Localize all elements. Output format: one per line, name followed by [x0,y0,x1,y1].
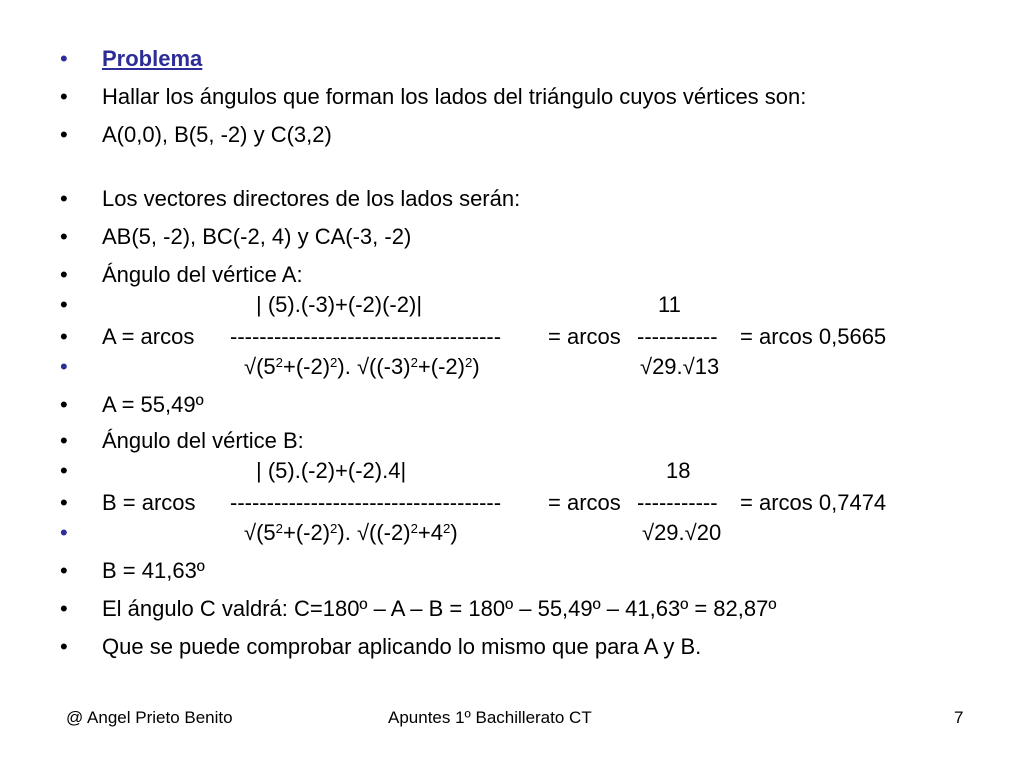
slide-title: Problema [102,46,203,71]
bullet-marker: • [60,292,68,317]
angle-b-denominator: $√(5^2+(-2)^2)$. $√((-2)^2+4^2)$ [244,520,458,545]
bullet-item-angle-a-heading [0,260,1024,290]
bullet-item-statement [0,82,1024,112]
angle-a-denominator-value: √29.√13 [640,354,720,379]
angle-a-result-expr: = arcos 0,5665 [740,324,887,349]
footer-page-number: 7 [954,708,964,727]
bullet-marker: • [60,46,68,71]
bullet-item-angle-b-denominator [0,518,1024,548]
angle-a-heading: Ángulo del vértice A: [102,262,303,287]
angle-b-fraction-bar: ------------------------------------- [230,490,502,515]
bullet-marker: • [60,224,68,249]
bullet-marker: • [60,392,68,417]
bullet-item-directors-intro [0,184,1024,214]
angle-a-result: A = 55,49º [102,392,204,417]
bullet-marker: • [60,596,68,621]
bullet-item-conclusion [0,632,1024,662]
angle-b-heading: Ángulo del vértice B: [102,428,304,453]
angle-a-equals-arcos: = arcos [548,324,621,349]
angle-b-result-expr: = arcos 0,7474 [740,490,887,515]
angle-a-numerator: | (5).(-3)+(-2)(-2)| [256,292,423,317]
angle-b-numerator: | (5).(-2)+(-2).4| [256,458,407,483]
footer-author: @ Angel Prieto Benito [66,708,233,727]
vertices-text: A(0,0), B(5, -2) y C(3,2) [102,122,332,147]
bullet-item-angle-b-heading [0,426,1024,456]
bullet-marker: • [60,324,68,349]
angle-b-formula-left: B = arcos [102,490,196,515]
bullet-marker: • [60,186,68,211]
bullet-marker: • [60,428,68,453]
conclusion-text: Que se puede comprobar aplicando lo mismo que para A y B. [102,634,702,659]
bullet-marker: • [60,634,68,659]
bullet-item-angle-b-result [0,556,1024,586]
bullet-item-angle-a-numerator [0,290,1024,320]
angle-b-fraction-bar-short: ----------- [637,490,718,515]
bullet-item-angle-c [0,594,1024,624]
angle-a-fraction-bar: ------------------------------------- [230,324,502,349]
bullet-marker: • [60,558,68,583]
bullet-marker: • [60,262,68,287]
angle-b-result: B = 41,63º [102,558,205,583]
bullet-marker: • [60,84,68,109]
bullet-item-title [0,44,1024,74]
angle-b-denominator-value: √29.√20 [642,520,722,545]
bullet-marker: • [60,520,68,545]
angle-a-numerator-value: 11 [658,292,681,317]
footer-course: Apuntes 1º Bachillerato CT [388,708,592,727]
angle-a-fraction-bar-short: ----------- [637,324,718,349]
bullet-item-angle-a-result [0,390,1024,420]
bullet-item-angle-a-denominator [0,352,1024,382]
angle-c-text: El ángulo C valdrá: C=180º – A – B = 180º – 55,49º – 41,63º = 82,87º [102,596,777,621]
angle-a-formula-left: A = arcos [102,324,195,349]
directors-intro-text: Los vectores directores de los lados serán: [102,186,521,211]
bullet-item-angle-b-numerator [0,456,1024,486]
bullet-marker: • [60,122,68,147]
bullet-marker: • [60,354,68,379]
problem-statement: Hallar los ángulos que forman los lados del triángulo cuyos vértices son: [102,84,807,109]
angle-b-equals-arcos: = arcos [548,490,621,515]
bullet-item-directors [0,222,1024,252]
bullet-item-vertices [0,120,1024,150]
bullet-item-angle-a-formula [0,322,1024,352]
angle-a-denominator: $√(5^2+(-2)^2)$. $√((-3)^2+(-2)^2)$ [244,354,480,379]
bullet-item-angle-b-formula [0,488,1024,518]
directors-text: AB(5, -2), BC(-2, 4) y CA(-3, -2) [102,224,412,249]
bullet-marker: • [60,490,68,515]
angle-b-numerator-value: 18 [666,458,691,483]
bullet-marker: • [60,458,68,483]
